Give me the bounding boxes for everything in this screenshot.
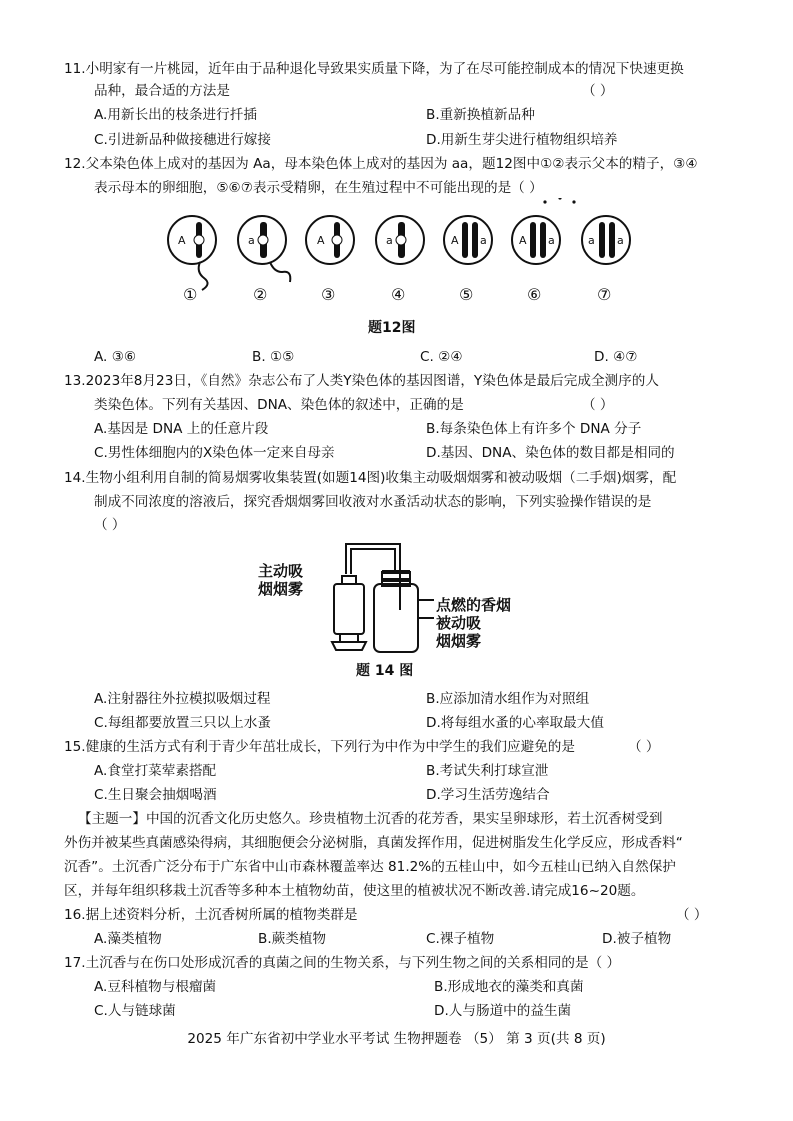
- q12-stem-line1: 12.父本染色体上成对的基因为 Aa，母本染色体上成对的基因为 aa，题12图中①②表示父本的精子，③④: [64, 156, 698, 172]
- q12-gene-label: a: [548, 234, 555, 247]
- q12-gene-label: a: [617, 234, 624, 247]
- q12-cell-number: ⑤: [459, 285, 474, 304]
- q12-gene-label: a: [386, 234, 393, 247]
- q16-option-d: D.被子植物: [602, 931, 672, 947]
- q11-option-b: B.重新换植新品种: [426, 107, 535, 123]
- q13-option-c: C.男性体细胞内的X染色体一定来自母亲: [94, 445, 335, 461]
- q12-figure-caption: 题12图: [368, 320, 416, 336]
- q16-stem: 16.据上述资料分析，土沉香树所属的植物类群是: [64, 907, 358, 923]
- q12-cell-number: ①: [183, 285, 198, 304]
- q14-option-c: C.每组都要放置三只以上水蚤: [94, 715, 271, 731]
- q14-option-b: B.应添加清水组作为对照组: [426, 691, 590, 707]
- q12-cell-number: ②: [253, 285, 268, 304]
- q13-stem-line2: 类染色体。下列有关基因、DNA、染色体的叙述中，正确的是: [94, 397, 464, 413]
- q12-option-b: B. ①⑤: [252, 349, 295, 365]
- theme-passage-line1: 【主题一】中国的沉香文化历史悠久。珍贵植物土沉香的花芳香，果实呈卵球形，若土沉香树受到: [78, 811, 663, 827]
- q12-gene-label: A: [451, 234, 459, 247]
- q14-label-passive-smoke: 被动吸: [436, 614, 482, 632]
- q12-gene-label: a: [248, 234, 255, 247]
- q13-option-b: B.每条染色体上有许多个 DNA 分子: [426, 421, 642, 437]
- q12-option-d: D. ④⑦: [594, 349, 638, 365]
- q15-answer-paren: （ ）: [628, 739, 660, 755]
- q16-option-b: B.蕨类植物: [258, 931, 327, 947]
- q16-answer-paren: （ ）: [676, 907, 708, 923]
- q11-option-d: D.用新生芽尖进行植物组织培养: [426, 132, 618, 148]
- theme-passage-line2: 外伤并被某些真菌感染得病，其细胞便会分泌树脂，真菌发挥作用，促进树脂发生化学反应，形成香料“: [64, 835, 683, 851]
- q12-gene-label: a: [588, 234, 595, 247]
- q15-option-a: A.食堂打菜荤素搭配: [94, 763, 217, 779]
- q15-option-b: B.考试失利打球宣泄: [426, 763, 549, 779]
- q16-option-a: A.藻类植物: [94, 931, 162, 947]
- q12-option-a: A. ③⑥: [94, 349, 137, 365]
- q11-stem-line1: 11.小明家有一片桃园，近年由于品种退化导致果实质量下降，为了在尽可能控制成本的情况下快速更换: [64, 61, 684, 77]
- q11-option-c: C.引进新品种做接穗进行嫁接: [94, 132, 271, 148]
- q11-answer-paren: （ ）: [582, 83, 614, 99]
- theme-passage-line3: 沉香”。土沉香广泛分布于广东省中山市森林覆盖率达 81.2%的五桂山中，如今五桂山已纳入自然保护: [64, 859, 676, 875]
- q14-label-active-smoke: 主动吸: [258, 562, 304, 580]
- theme-passage-line4: 区，并每年组织移栽土沉香等多种本土植物幼苗，使这里的植被状况不断改善.请完成16~20题。: [64, 883, 645, 899]
- q12-cell-number: ⑦: [597, 285, 612, 304]
- q12-cell-number: ④: [391, 285, 406, 304]
- q12-cell-number: ⑥: [527, 285, 542, 304]
- q12-gene-label: A: [178, 234, 186, 247]
- q15-option-d: D.学习生活劳逸结合: [426, 787, 550, 803]
- q17-option-b: B.形成地衣的藻类和真菌: [434, 979, 584, 995]
- q14-label-passive-smoke: 烟烟雾: [436, 632, 482, 650]
- q17-option-a: A.豆科植物与根瘤菌: [94, 979, 217, 995]
- q17-option-d: D.人与肠道中的益生菌: [434, 1003, 572, 1019]
- q12-gene-label: a: [480, 234, 487, 247]
- q12-stem-line2: 表示母本的卵细胞，⑤⑥⑦表示受精卵，在生殖过程中不可能出现的是（ ）: [94, 180, 543, 196]
- q11-stem-line2: 品种，最合适的方法是: [94, 83, 230, 99]
- q12-option-c: C. ②④: [420, 349, 463, 365]
- q13-option-d: D.基因、DNA、染色体的数目都是相同的: [426, 445, 675, 461]
- q13-option-a: A.基因是 DNA 上的任意片段: [94, 421, 269, 437]
- q14-label-cigarette: 点燃的香烟: [436, 596, 512, 614]
- q14-option-d: D.将每组水蚤的心率取最大值: [426, 715, 604, 731]
- q12-cell-number: ③: [321, 285, 336, 304]
- q13-answer-paren: （ ）: [582, 397, 614, 413]
- q12-gene-label: A: [317, 234, 325, 247]
- q15-option-c: C.生日聚会抽烟喝酒: [94, 787, 217, 803]
- q12-gene-label: A: [519, 234, 527, 247]
- page-footer: 2025 年广东省初中学业水平考试 生物押题卷 （5） 第 3 页(共 8 页): [187, 1031, 606, 1047]
- q13-stem-line1: 13.2023年8月23日，《自然》杂志公布了人类Y染色体的基因图谱，Y染色体是最后完成全测序的人: [64, 373, 659, 389]
- q14-answer-paren: （ ）: [94, 517, 126, 533]
- q14-option-a: A.注射器往外拉模拟吸烟过程: [94, 691, 271, 707]
- q16-option-c: C.裸子植物: [426, 931, 495, 947]
- q14-label-active-smoke: 烟烟雾: [258, 580, 304, 598]
- q15-stem: 15.健康的生活方式有利于青少年茁壮成长，下列行为中作为中学生的我们应避免的是: [64, 739, 575, 755]
- q14-stem-line1: 14.生物小组利用自制的简易烟雾收集装置(如题14图)收集主动吸烟烟雾和被动吸烟（二手烟)烟雾，配: [64, 470, 677, 486]
- q11-option-a: A.用新长出的枝条进行扦插: [94, 107, 257, 123]
- q17-option-c: C.人与链球菌: [94, 1003, 176, 1019]
- q14-stem-line2: 制成不同浓度的溶液后，探究香烟烟雾回收液对水蚤活动状态的影响，下列实验操作错误的是: [94, 494, 652, 510]
- q17-stem: 17.土沉香与在伤口处形成沉香的真菌之间的生物关系，与下列生物之间的关系相同的是（ ）: [64, 955, 621, 971]
- q14-figure-caption: 题 14 图: [356, 663, 414, 679]
